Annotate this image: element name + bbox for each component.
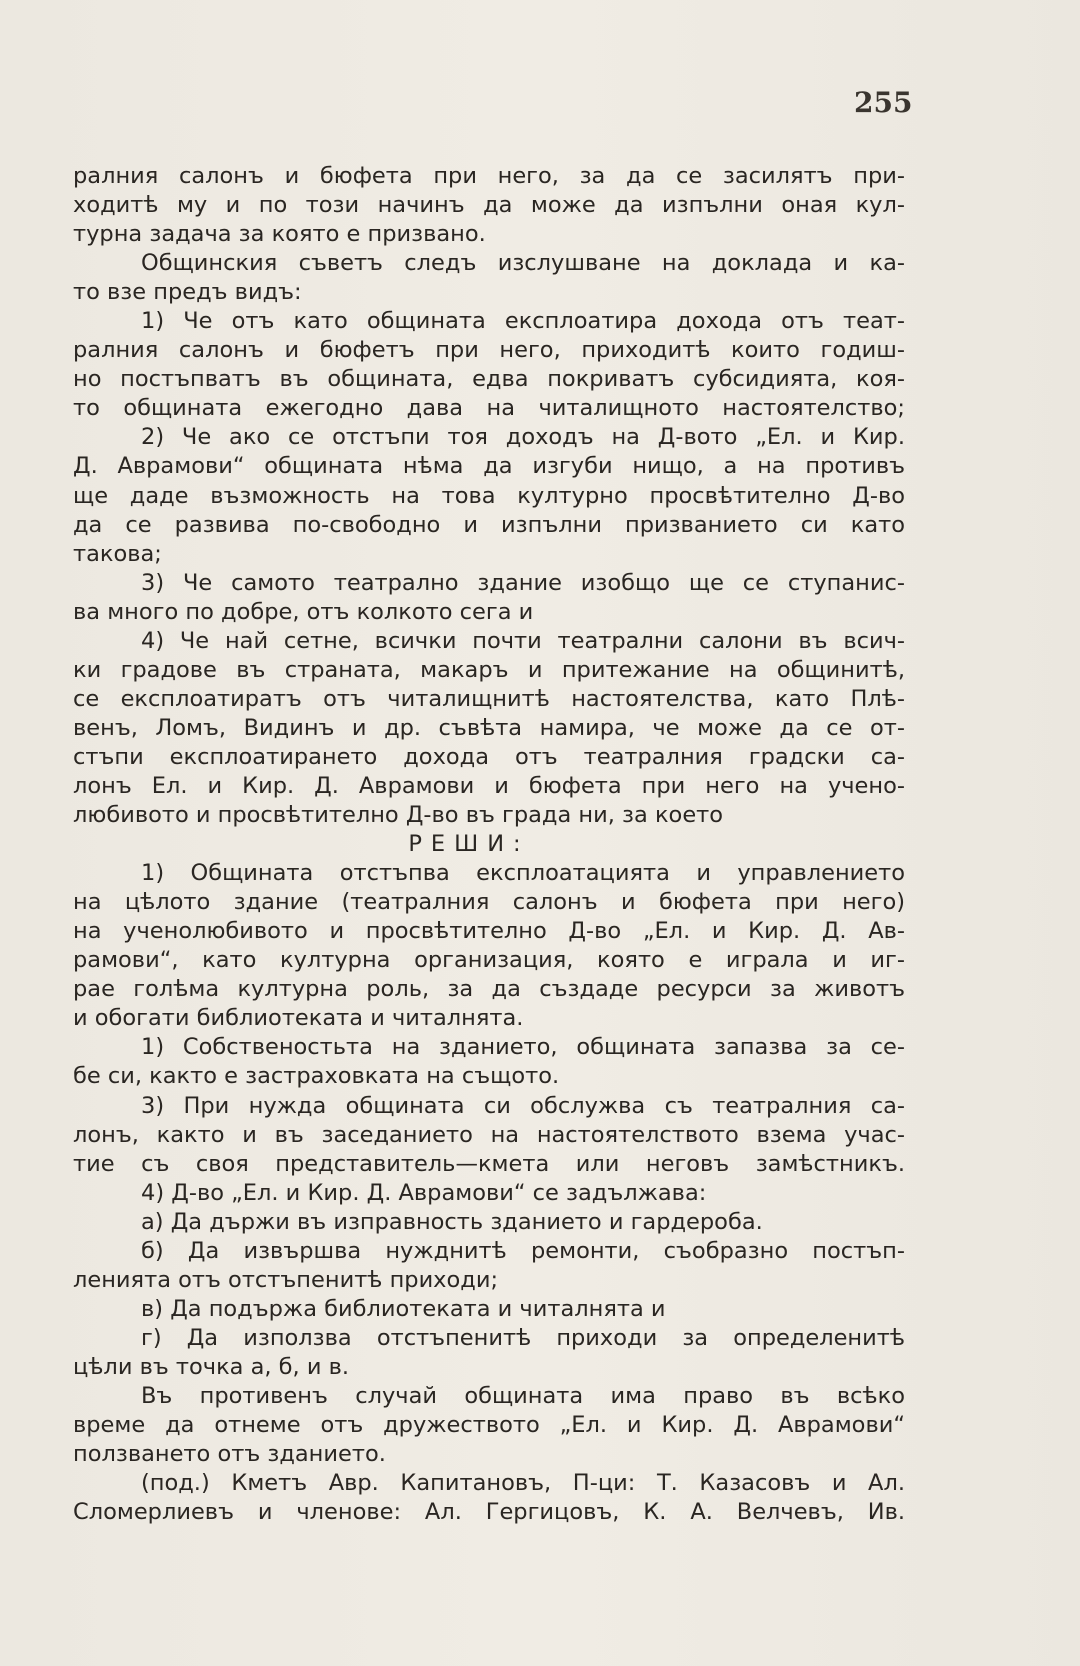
text-line: 1) Общината отстъпва експлоатацията и управлението <box>141 860 905 887</box>
text-line: 4) Че най сетне, всички почти театрални салони въ всич- <box>141 627 905 654</box>
text-line: на цѣлото здание (театралния салонъ и бюфета при него) <box>73 889 905 916</box>
text-line: ки градове въ страната, макаръ и притежание на общинитѣ, <box>73 656 905 683</box>
text-line: 2) Че ако се отстъпи тоя доходъ на Д-вото „Ел. и Кир. <box>141 424 905 451</box>
text-line: (под.) Кметъ Авр. Капитановъ, П-ци: Т. Казасовъ и Ал. <box>141 1470 905 1497</box>
text-line: 3) Че самото театрално здание изобщо ще се ступанис- <box>141 569 905 596</box>
text-line: любивото и просвѣтително Д-во въ града ни, за което <box>73 802 724 829</box>
text-line: ва много по добре, отъ колкото сега и <box>73 598 534 625</box>
text-line: ралния салонъ и бюфета при него, за да се засилятъ при- <box>73 163 905 189</box>
text-line: ходитѣ му и по този начинъ да може да изпълни оная кул- <box>73 192 905 219</box>
text-line: г) Да използва отстъпенитѣ приходи за определенитѣ <box>141 1324 905 1351</box>
text-line: ралния салонъ и бюфетъ при него, приходитѣ които годиш- <box>73 337 905 364</box>
text-line: турна задача за която е призвано. <box>73 221 486 248</box>
text-line: венъ, Ломъ, Видинъ и др. съвѣта намира, че може да се от- <box>73 714 905 741</box>
page-number: 255 <box>854 86 913 119</box>
text-line: Сломерлиевъ и членове: Ал. Гергицовъ, К. А. Велчевъ, Ив. <box>73 1499 905 1526</box>
text-line: ще даде възможность на това културно просвѣтително Д-во <box>73 482 905 509</box>
text-line: 1) Собственостьта на зданието, общината запазва за се- <box>141 1034 905 1061</box>
text-line: то общината ежегодно дава на читалищното настоятелство; <box>73 395 905 422</box>
text-line: а) Да държи въ изправность зданието и гардероба. <box>141 1208 763 1235</box>
text-line: лонъ Ел. и Кир. Д. Аврамови и бюфета при него на учено- <box>73 772 905 799</box>
text-line: б) Да извършва нужднитѣ ремонти, съобразно постъп- <box>141 1237 905 1264</box>
text-line: стъпи експлоатирането дохода отъ театралния градски са- <box>73 743 905 770</box>
text-line: 1) Че отъ като общината експлоатира дохода отъ теат- <box>141 308 905 335</box>
text-line: цѣли въ точка а, б, и в. <box>73 1353 350 1380</box>
text-line: тие съ своя представитель—кмета или неговъ замѣстникъ. <box>73 1150 905 1177</box>
text-line: Въ противенъ случай общината има право въ всѣко <box>141 1382 905 1409</box>
text-line: да се развива по-свободно и изпълни призванието си като <box>73 511 905 538</box>
text-line: 3) При нужда общината си обслужва съ театралния са- <box>141 1092 905 1119</box>
text-line: на ученолюбивото и просвѣтително Д-во „Ел. и Кир. Д. Ав- <box>73 918 905 945</box>
text-line: ленията отъ отстъпенитѣ приходи; <box>73 1266 499 1293</box>
text-line: лонъ, както и въ заседанието на настоятелството взема учас- <box>73 1121 905 1148</box>
text-line: в) Да подържа библиотеката и читалнята и <box>141 1295 666 1322</box>
text-line: такова; <box>73 540 162 567</box>
text-line: време да отнеме отъ дружеството „Ел. и Кир. Д. Аврамови“ <box>73 1412 905 1439</box>
text-line: Общинския съветъ следъ изслушване на доклада и ка- <box>141 250 905 277</box>
text-line: рамови“, като културна организация, която е играла и иг- <box>73 947 905 974</box>
text-line: РЕШИ: <box>408 831 530 858</box>
text-line: бе си, както е застраховката на същото. <box>73 1063 560 1090</box>
text-line: 4) Д-во „Ел. и Кир. Д. Аврамови“ се задължава: <box>141 1179 707 1206</box>
text-line: рае голѣма културна роль, за да създаде ресурси за животъ <box>73 976 905 1003</box>
body-text <box>73 162 905 1527</box>
text-line: то взе предъ видъ: <box>73 279 302 306</box>
text-line: Д. Аврамови“ общината нѣма да изгуби нищо, а на противъ <box>73 453 905 480</box>
text-line: се експлоатиратъ отъ читалищнитѣ настоятелства, като Плѣ- <box>73 685 905 712</box>
text-line: ползването отъ зданието. <box>73 1441 386 1468</box>
text-line: но постъпватъ въ общината, едва покриватъ субсидията, коя- <box>73 366 905 393</box>
text-line: и обогати библиотеката и читалнята. <box>73 1005 524 1032</box>
